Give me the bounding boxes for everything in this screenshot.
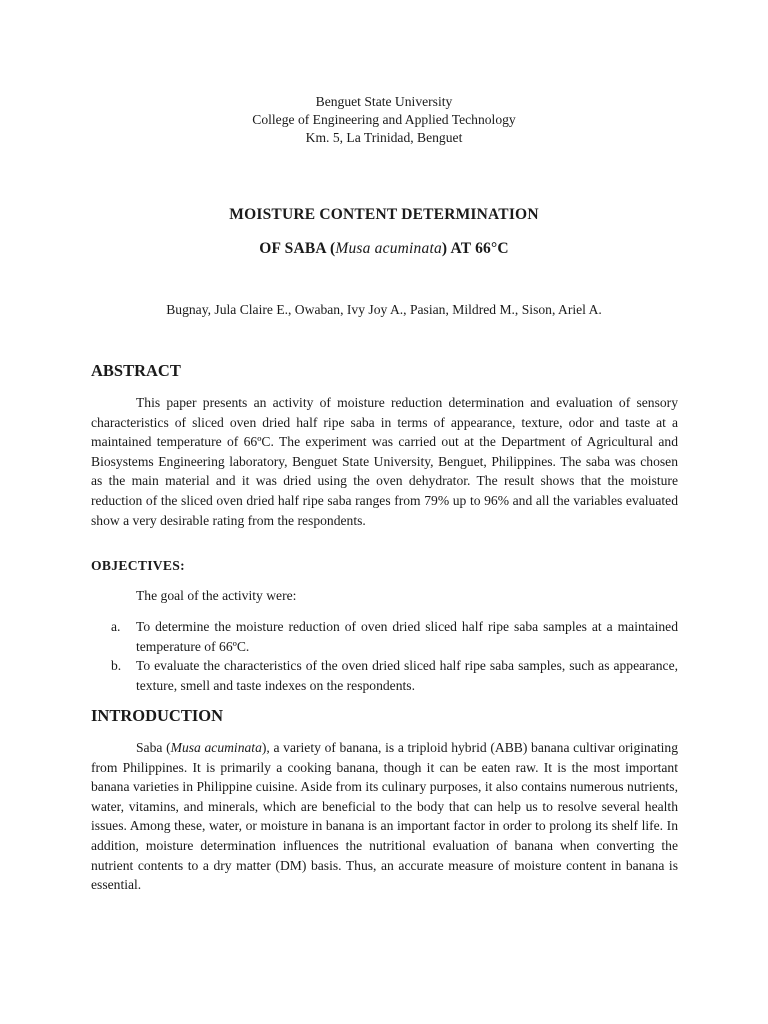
objective-item-a [91,617,678,656]
introduction-heading: INTRODUCTION [91,706,224,725]
list-marker: a. [111,619,121,634]
paper-title-line2 [0,240,768,258]
paper-title-line1: MOISTURE CONTENT DETERMINATION [229,206,539,223]
institution-address: Km. 5, La Trinidad, Benguet [305,130,463,145]
introduction-text [91,738,678,895]
institution-name: Benguet State University [315,94,453,109]
abstract-heading: ABSTRACT [91,361,181,380]
intro-body: ), a variety of banana, is a triploid hybrid (ABB) banana cultivar originating from Philippines. It is primarily a cooking banana, though it can be eaten raw. It is the most important banana varieties in Philippine cuisine. Aside from its culinary purposes, it also contains numerous nutrients, water, vitamins, and minerals, which are beneficial to the body that can help us to resolve several health issues. Among these, water, or moisture in banana is an important factor in order to prolong its shelf life. In addition, moisture determination influences the nutritional evaluation of banana when converting the nutrient contents to a dry matter (DM) basis. Thus, an accurate measure of moisture content in banana is essential. [91,740,679,893]
objective-text: To determine the moisture reduction of oven dried sliced half ripe saba samples at a maintained temperature of 66ºC. [136,619,678,654]
title-suffix: ) AT 66°C [441,240,509,257]
objectives-intro: The goal of the activity were: [136,588,297,603]
intro-species-name: Musa acuminata [170,740,262,755]
objective-text: To evaluate the characteristics of the oven dried sliced half ripe saba samples, such as appearance, texture, smell and taste indexes on the respondents. [136,658,678,693]
title-species-name: Musa acuminata [335,240,442,257]
authors-list: Bugnay, Jula Claire E., Owaban, Ivy Joy A., Pasian, Mildred M., Sison, Ariel A. [166,302,602,317]
list-marker: b. [111,658,122,673]
intro-prefix: Saba ( [136,740,171,755]
title-prefix: OF SABA ( [259,240,336,257]
objectives-heading: OBJECTIVES: [91,558,185,573]
abstract-text: This paper presents an activity of moisture reduction determination and evaluation of sensory characteristics of sliced oven dried half ripe saba in terms of appearance, texture, odor and taste at a maintained temperature of 66ºC. The experiment was carried out at the Department of Agricultural and Biosystems Engineering laboratory, Benguet State University, Benguet, Philippines. The saba was chosen as the main material and it was dried using the oven dehydrator. The result shows that the moisture reduction of the sliced oven dried half ripe saba ranges from 79% up to 96% and all the variables evaluated show a very desirable rating from the respondents. [91,395,678,528]
college-name: College of Engineering and Applied Technology [252,112,516,127]
objective-item-b [91,656,678,695]
